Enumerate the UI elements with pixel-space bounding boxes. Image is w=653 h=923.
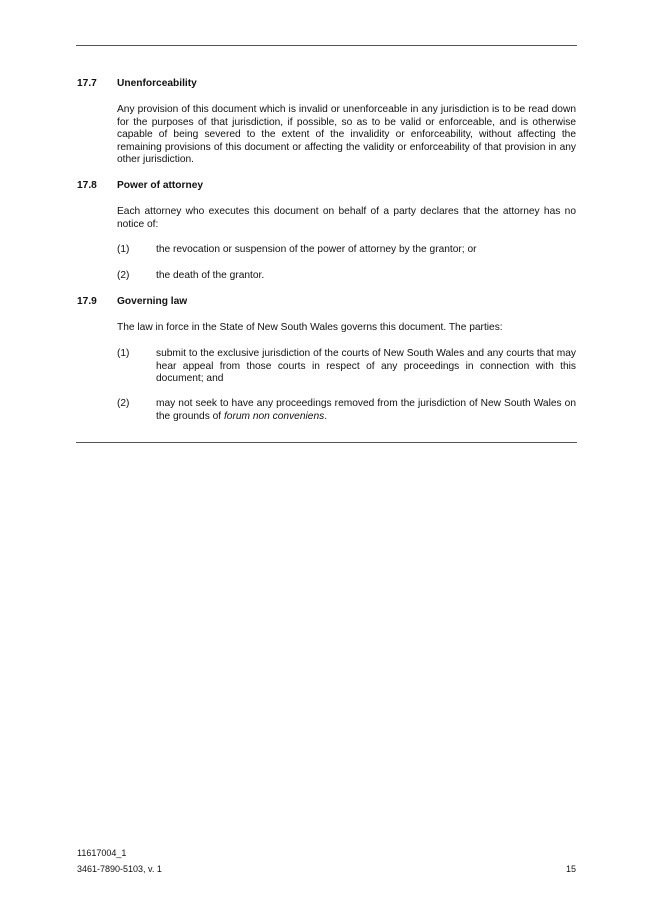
version-reference: 3461-7890-5103, v. 1 [77, 864, 162, 874]
section-paragraph: Any provision of this document which is invalid or unenforceable in any jurisdiction is to be read down for the purposes of that jurisdiction, if possible, so as to be valid or enforceable, and is otherwise capable of being severed to the extent of the invalidity or enforceability, without affecting the remaining provisions of this document or affecting the validity or enforceability of that provision in any other jurisdiction. [117, 104, 576, 166]
section-heading [77, 180, 577, 193]
section-17-7 [77, 78, 577, 166]
section-number: 17.9 [77, 296, 97, 307]
latin-term: forum non conveniens [223, 410, 325, 422]
top-divider [76, 45, 577, 46]
section-title: Power of attorney [117, 180, 204, 191]
section-17-8 [77, 180, 577, 281]
list-item-text-start: may not seek to have any proceedings removed from the jurisdiction of New South Wales on the grounds of [156, 398, 576, 422]
bottom-divider [76, 442, 577, 443]
section-title: Governing law [117, 296, 188, 307]
document-id: 11617004_1 [77, 848, 127, 858]
section-heading [77, 296, 577, 309]
section-paragraph: The law in force in the State of New South Wales governs this document. The parties: [117, 322, 503, 333]
section-number: 17.8 [77, 180, 97, 191]
section-number: 17.7 [77, 78, 97, 89]
list-item-text: the death of the grantor. [156, 270, 265, 281]
list-item-text-end: . [324, 410, 328, 422]
section-title: Unenforceability [117, 78, 197, 89]
section-paragraph: Each attorney who executes this document on behalf of a party declares that the attorney has no notice of: [117, 206, 576, 230]
list-item-text: submit to the exclusive jurisdiction of the courts of New South Wales and any courts that may hear appeal from those courts in respect of any proceedings in connection with this document; and [156, 348, 576, 385]
list-item-number: (2) [117, 270, 130, 281]
list-item-text [156, 398, 576, 423]
section-heading [77, 78, 577, 91]
list-item-number: (1) [117, 348, 130, 359]
list-item-text: the revocation or suspension of the power of attorney by the grantor; or [156, 244, 477, 255]
list-item-number: (1) [117, 244, 130, 255]
page-number: 15 [565, 864, 576, 874]
list-item-number: (2) [117, 398, 130, 409]
section-17-9 [77, 296, 577, 422]
